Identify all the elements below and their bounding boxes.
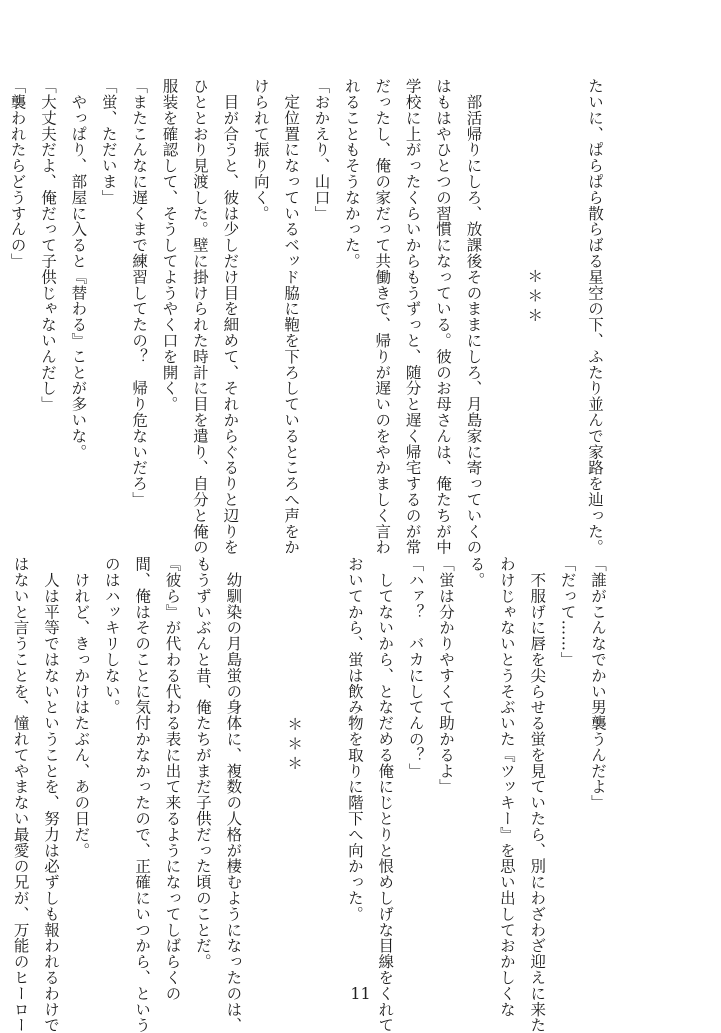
text-line: 間、俺はそのことに気付かなかったので、正確にいつから、という [133, 556, 152, 1033]
text-line: 「誰がこんなでかい男襲うんだよ」 [589, 556, 607, 811]
text-line: のはハッキリしない。 [102, 556, 121, 715]
text-line: わけじゃないとうそぶいた『ツッキー』を思い出しておかしくな [497, 556, 516, 1018]
text-line: 『彼ら』が代わる代わる表に出て来るようになってしばらくの [163, 556, 182, 1002]
text-line: けられて振り向く。 [251, 78, 270, 222]
text-line: 「大丈夫だよ、俺だって子供じゃないんだし」 [38, 78, 57, 412]
text-line: 服装を確認して、そうしてようやく口を開く。 [160, 78, 179, 412]
text-line: してないから、となだめる俺にじとりと恨めしげな目線をくれて [376, 556, 395, 1033]
text-line: 「蛍、ただいま」 [99, 78, 118, 206]
text-line: 部活帰りにしろ、放課後そのままにしろ、月島家に寄っていくの [464, 78, 483, 555]
text-line: る。 [467, 556, 486, 588]
section-break: ＊＊＊ [525, 268, 544, 327]
text-line: だったし、俺の家だって共働きで、帰りが遅いのをやかましく言わ [373, 78, 392, 555]
text-line: やっぱり、部屋に入ると『替わる』ことが多いな。 [69, 78, 88, 460]
text-line: 不服げに唇を尖らせる蛍を見ていたら、別にわざわざ迎えに来た [528, 556, 547, 1033]
text-line: 「蛍は分かりやすくて助かるよ」 [437, 556, 456, 795]
text-line: 定位置になっているベッド脇に鞄を下ろしているところへ声をか [282, 78, 301, 555]
text-line: はないと言うことを、憧れてやまない最愛の兄が、万能のヒーロー [11, 556, 30, 1033]
section-break: ＊＊＊ [285, 716, 304, 775]
text-line: 幼馴染の月島蛍の身体に、複数の人格が棲むようになったのは、 [224, 556, 243, 1033]
text-line: 「だって……」 [558, 556, 577, 668]
text-line: 学校に上がったくらいからもうずっと、随分と遅く帰宅するのが常 [403, 78, 422, 555]
text-line: もうずいぶんと昔、俺たちがまだ子供だった頃のことだ。 [193, 556, 212, 970]
text-line: はもはやひとつの習慣になっている。彼のお母さんは、俺たちが中 [434, 78, 453, 555]
text-line: たいに、ぱらぱら散らばる星空の下、ふたり並んで家路を辿った。 [586, 78, 604, 555]
text-line: けれど、きっかけはたぶん、あの日だ。 [72, 556, 91, 859]
page-number: 11 [350, 984, 371, 1003]
text-line: ひととおり見渡した。壁に掛けられた時計に目を遣り、自分と俺の [190, 78, 209, 555]
text-line: 「ハァ？ バカにしてんの？」 [406, 556, 425, 779]
text-line: れることもそうなかった。 [342, 78, 361, 269]
text-line: 目が合うと、彼は少しだけ目を細めて、それからぐるりと辺りを [221, 78, 240, 555]
text-line: 人は平等ではないということを、努力は必ずしも報われるわけで [41, 556, 60, 1033]
text-line: 「またこんなに遅くまで練習してたの？ 帰り危ないだろ」 [130, 78, 149, 508]
text-line: 「襲われたらどうすんの」 [8, 78, 27, 269]
upper-text-block [8, 78, 604, 555]
text-line: 「おかえり、山口」 [312, 78, 331, 222]
text-line: おいてから、蛍は飲み物を取りに階下へ向かった。 [345, 556, 364, 922]
